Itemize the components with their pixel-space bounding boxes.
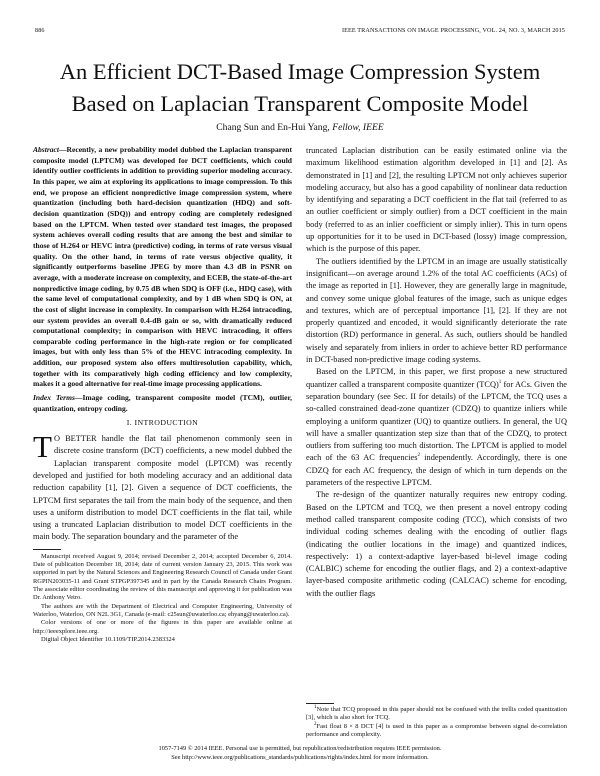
author-names: Chang Sun and En-Hui Yang,	[216, 122, 333, 133]
paper-title	[20, 56, 580, 120]
author-role: Fellow, IEEE	[332, 122, 384, 133]
intro-text: handle the flat tail phenomenon commonly seen in discrete cosine transform (DCT) coefficients, a new model dubbed the Laplacian transparent composite model (LPTCM) was recently developed and justified for both modeling accuracy and an additional data reduction capability [1], [2]. Given a sequence of DCT coefficients, the LPTCM first separates the tail from the main body of the sequence, and then uses a uniform distribution to model DCT coefficients in the flat tail, while using a truncated Laplacian distribution to model DCT coefficients in the main body. The separation boundary and the parameter of the	[33, 434, 292, 542]
index-terms-label: Index Terms	[33, 393, 75, 403]
index-terms-text: Image coding, transparent composite model (TCM), outlier, quantization, entropy coding.	[33, 393, 292, 413]
rights-line: See http://www.ieee.org/publications_standards/publications/rights/index.html for more information.	[171, 753, 429, 761]
running-header	[35, 27, 565, 37]
copyright-footer	[0, 745, 600, 762]
drop-cap: T	[33, 429, 52, 465]
paragraph: The re-design of the quantizer naturally requires new entropy coding. Based on the LPTCM and TCQ, we then present a novel entropy coding method called transparent composite coding (TCC), which consists of two individual coding schemes dealing with the encoding of outlier flags (indicating the outlier locations in the image) and quantized indices, respectively: 1) a context-adaptive layer-based bi-level image coding (CALBIC) scheme for encoding the outlier flags, and 2) a context-adaptive layer-based composite arithmetic coding (CALCAC) scheme for encoding, with the outlier flags	[306, 490, 567, 598]
right-footnotes	[306, 698, 567, 739]
left-footnotes	[33, 553, 292, 645]
intro-first-words: O BETTER	[53, 434, 97, 444]
footnote-1: $^1$Note that TCQ proposed in this paper should not be confused with the trellis coded quantization [3], which is also short for TCQ.	[306, 704, 567, 722]
paragraph: The outliers identified by the LPTCM in an image are usually statistically insignificant—on average around 1.2% of the total AC coefficients (ACs) of the image as reported in [1]. However, they are generally large in magnitude, and convey some unique global features of the image, such as unique edges and textures, which are of perceptual importance [1], [2]. If they are not properly quantized and encoded, it would significantly deteriorate the rate distortion (RD) performance in general. As such, outliers should be handled wisely and separately from inliers in order to achieve better RD performance in DCT-based non-predictive image coding systems.	[306, 256, 567, 365]
copyright-line: 1057-7149 © 2014 IEEE. Personal use is permitted, but republication/redistribution requires IEEE permission.	[158, 745, 442, 752]
footnote-color: Color versions of one or more of the figures in this paper are available online at http://ieeexplore.ieee.org.	[33, 619, 292, 635]
footnote-ref: 1	[498, 379, 502, 385]
footnote-doi: Digital Object Identifier 10.1109/TIP.2014.2383324	[41, 636, 175, 644]
footnote-manuscript: Manuscript received August 9, 2014; revised December 2, 2014; accepted December 6, 2014. Date of publication December 18, 2014; date of current version January 23, 2015. This work was supported in part by the Natural Sciences and Engineering Research Council of Canada under Grant RGPIN203035-11 and Grant STPGP397345 and in part by the Canada Research Chairs Program. The associate editor coordinating the review of this manuscript and approving it for publication was Dr. Anthony Vetro.	[33, 552, 292, 602]
footnote-rule	[306, 703, 334, 704]
footnote-affiliation: The authors are with the Department of Electrical and Computer Engineering, University of Waterloo, Waterloo, ON N2L 3G1, Canada (e-mail: c25sun@uwaterloo.ca; ehyang@uwaterloo.ca).	[33, 602, 292, 619]
section-heading: I. INTRODUCTION	[126, 418, 199, 428]
abstract-text: Recently, a new probability model dubbed the Laplacian transparent composite model (LPTCM) was developed for DCT coefficients, which could identify outlier coefficients in addition to providing superior modeling accuracy. In this paper, we aim at exploring its applications to image compression. To this end, we propose an efficient nonpredictive image compression system, where quantization (including both hard-decision quantization (HDQ) and soft-decision quantization (SDQ)) and entropy coding are completely redesigned based on the LPTCM. When tested over standard test images, the proposed system achieves overall coding results that are among the best and similar to those of H.264 or HEVC intra (predictive) coding, in terms of rate versus visual quality. On the other hand, in terms of rate versus objective quality, it significantly outperforms baseline JPEG by more than 4.3 dB in PSNR on average, with a moderate increase on complexity, and ECEB, the state-of-the-art nonpredictive image coding, by 0.75 dB when SDQ is OFF (i.e., HDQ case), with the same level of computational complexity, and by 1 dB when SDQ is ON, at the cost of slight increase in complexity. In comparison with H.264 intracoding, our system provides an overall 0.4-dB gain or so, with dramatically reduced computational complexity; in comparison with HEVC intracoding, it offers comparable coding performance in the high-rate region or for complicated images, but with only less than 5% of the HEVC intracoding complexity. In addition, our proposed system also offers multiresolution capability, which, together with its comparatively high coding efficiency and low complexity, makes it a good alternative for real-time image processing applications.	[33, 145, 292, 389]
right-column	[306, 145, 567, 600]
footnote-2: $^2$Fast float 8 × 8 DCT [4] is used in this paper as a compromise between signal de-correlation performance and complexity.	[306, 721, 567, 739]
title-line-2: Based on Laplacian Transparent Composite Model	[71, 91, 529, 116]
index-terms: Index Terms—Image coding, transparent composite model (TCM), outlier, quantization, entropy coding.	[33, 393, 292, 413]
footnote-ref: 2	[417, 453, 420, 459]
paragraph: Based on the LPTCM, in this paper, we first propose a new structured quantizer called a transparent composite quantizer (TCQ)$^1$ for ACs. Given the separation boundary (see Sec. II for details) of the LPTCM, the TCQ uses a so-called constrained dead-zone quantizer (CDZQ) to quantize inliers while employing a uniform quantizer (UQ) to quantize outliers. In general, the UQ will have a smaller quantization step size than that of the CDZQ, to protect outliers from suffering too much distortion. The LPTCM is applied to model each of the 63 AC frequencies$^2$ independently. Accordingly, there is one CDZQ for each AC frequency, the design of which in turn depends on the parameters of the respective LPTCM.	[306, 367, 568, 488]
abstract-label: Abstract	[33, 145, 59, 154]
intro-paragraph	[33, 429, 292, 544]
paragraph: truncated Laplacian distribution can be easily estimated online via the maximum likelihood estimation algorithm developed in [1] and [2]. As demonstrated in [1] and [2], the resulting LPTCM not only achieves superior modeling accuracy, but also has a good capability of nonlinear data reduction by identifying and separating a DCT coefficient in the flat tail (referred to as an outlier coefficient or simply outlier) from a DCT coefficient in the main body (referred to as an inlier coefficient or simply inlier). This in turn opens up opportunities for it to be used in DCT-based (lossy) image compression, which is the purpose of this paper.	[306, 146, 567, 254]
left-column	[33, 145, 292, 645]
title-line-1: An Efficient DCT-Based Image Compression System	[59, 59, 541, 84]
abstract: Abstract—Recently, a new probability model dubbed the Laplacian transparent composite model (LPTCM) was developed for DCT coefficients, which could identify outlier coefficients in addition to providing superior modeling accuracy. In this paper, we aim at exploring its applications to image compression. To this end, we propose an efficient nonpredictive image compression system, where quantization (including both hard-decision quantization (HDQ) and soft-decision quantization (SDQ)) and entropy coding are completely redesigned based on the LPTCM. When tested over standard test images, the proposed system achieves overall coding results that are among the best and similar to those of H.264 or HEVC intra (predictive) coding, in terms of rate versus visual quality. On the other hand, in terms of rate versus objective quality, it significantly outperforms baseline JPEG by more than 4.3 dB in PSNR on average, with a moderate increase on complexity, and ECEB, the state-of-the-art nonpredictive image coding, by 0.75 dB when SDQ is OFF (i.e., HDQ case), with the same level of computational complexity, and by 1 dB when SDQ is ON, at the cost of slight increase in complexity. In comparison with H.264 intracoding, our system provides an overall 0.4-dB gain or so, with dramatically reduced computational complexity; in comparison with HEVC intracoding, it offers comparable coding performance in the high-rate region or for complicated images, but with only less than 5% of the HEVC intracoding complexity. In addition, our proposed system also offers multiresolution capability, which, together with its comparatively high coding efficiency and low complexity, makes it a good alternative for real-time image processing applications.	[33, 145, 292, 389]
journal-header: IEEE TRANSACTIONS ON IMAGE PROCESSING, VOL. 24, NO. 3, MARCH 2015	[341, 27, 565, 34]
footnote-rule	[33, 549, 61, 550]
right-column-body	[306, 145, 567, 600]
author-line	[0, 122, 600, 133]
page-number: 886	[35, 27, 45, 34]
